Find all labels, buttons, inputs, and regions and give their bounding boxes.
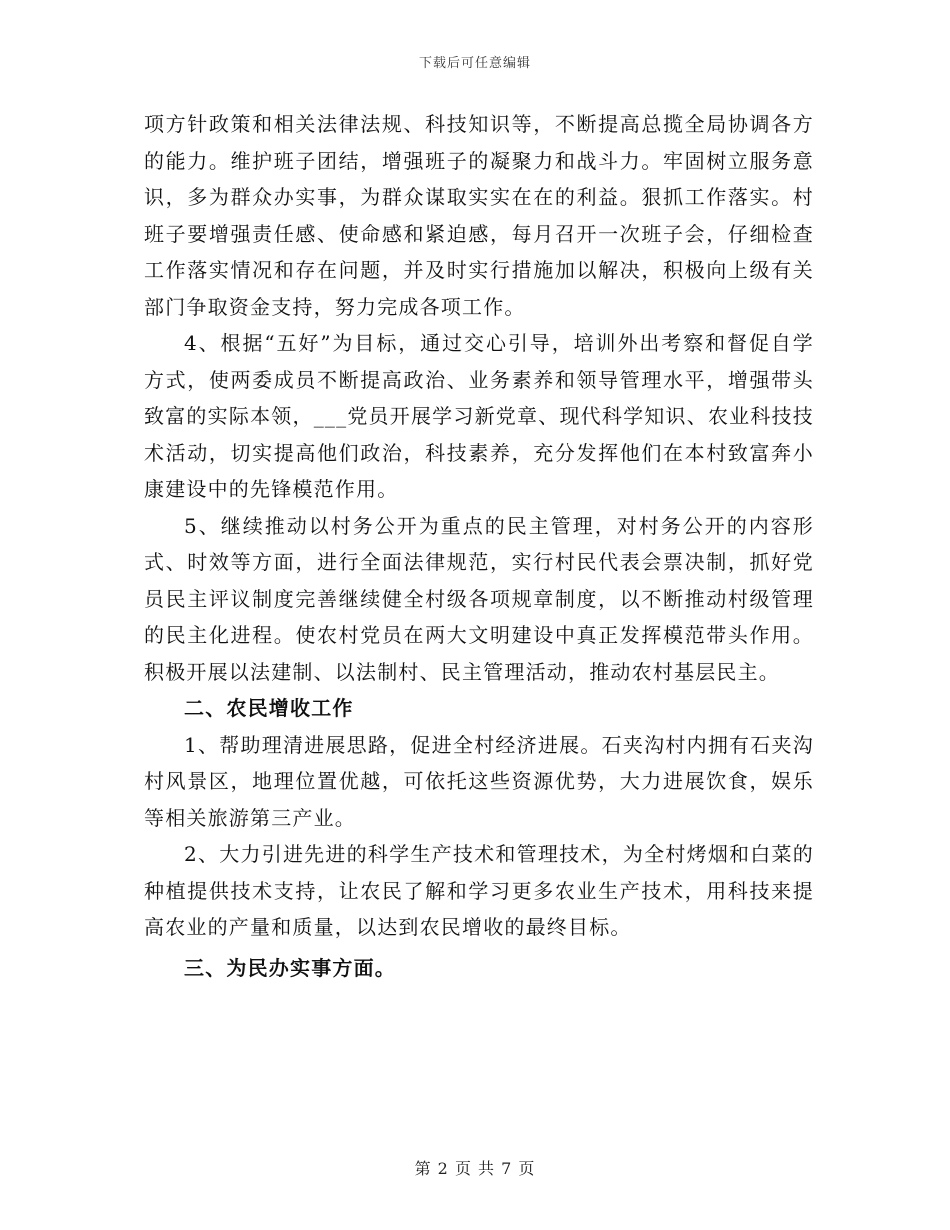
paragraph-income-2: 2、大力引进先进的科学生产技术和管理技术，为全村烤烟和白菜的种植提供技术支持，让农民了解和学习更多农业生产技术，用科技来提高农业的产量和质量，以达到农民增收的最终目标。 — [144, 842, 814, 939]
document-body — [144, 106, 814, 986]
section-heading-3: 三、为民办实事方面。 — [184, 955, 396, 980]
paragraph-income-1: 1、帮助理清进展思路，促进全村经济进展。石夹沟村内拥有石夹沟村风景区，地理位置优越，可依托这些资源优势，大力进展饮食，娱乐等相关旅游第三产业。 — [144, 732, 814, 830]
paragraph-continuation: 项方针政策和相关法律法规、科技知识等，不断提高总揽全局协调各方的能力。维护班子团结，增强班子的凝聚力和战斗力。牢固树立服务意识，多为群众办实事，为群众谋取实实在在的利益。狠抓工作落实。村班子要增强责任感、使命感和紧迫感，每月召开一次班子会，仔细检查工作落实情况和存在问题，并及时实行措施加以解决，积极向上级有关部门争取资金支持，努力完成各项工作。 — [144, 112, 814, 319]
paragraph-item-4: 4、根据“五好”为目标，通过交心引导，培训外出考察和督促自学方式，使两委成员不断提高政治、业务素养和领导管理水平，增强带头致富的实际本领，___党员开展学习新党章、现代科学知识、农业科技技术活动，切实提高他们政治，科技素养，充分发挥他们在本村致富奔小康建设中的先锋模范作用。 — [144, 331, 814, 501]
paragraph-item-5: 5、继续推动以村务公开为重点的民主管理，对村务公开的内容形式、时效等方面，进行全面法律规范，实行村民代表会票决制，抓好党员民主评议制度完善继续健全村级各项规章制度，以不断推动村级管理的民主化进程。使农村党员在两大文明建设中真正发挥模范带头作用。积极开展以法建制、以法制村、民主管理活动，推动农村基层民主。 — [144, 513, 814, 684]
page-header: 下载后可任意编辑 — [418, 56, 531, 71]
page-footer: 第 2 页 共 7 页 — [414, 1159, 536, 1178]
section-heading-2: 二、农民增收工作 — [184, 696, 354, 720]
